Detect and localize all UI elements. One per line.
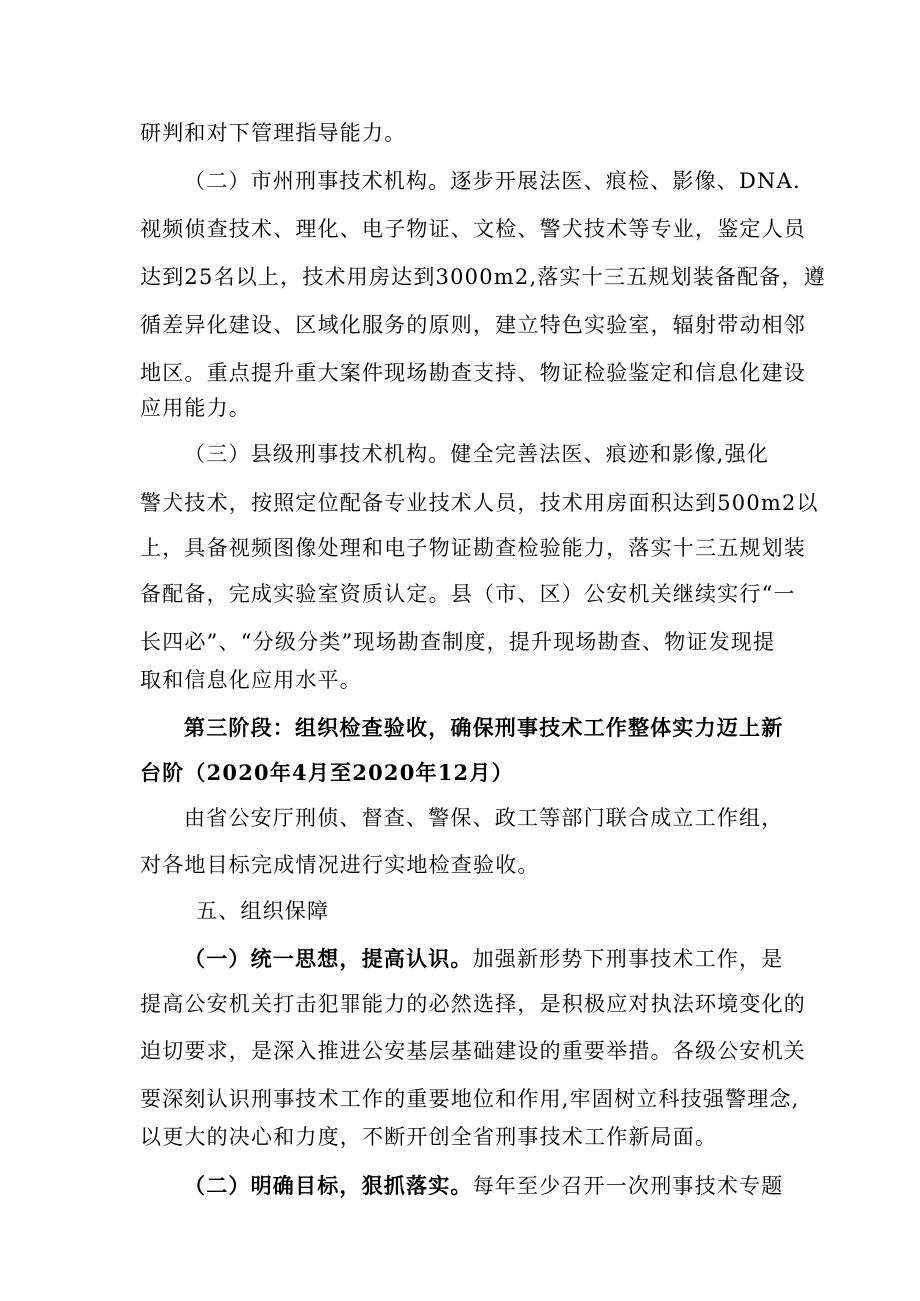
- text-line: 备配备，完成实验室资质认定。县（市、区）公安机关继续实行“一: [140, 582, 796, 606]
- text-line: 上，具备视频图像处理和电子物证勘查检验能力，落实十三五规划装: [140, 536, 806, 560]
- section-heading: 台阶（2020年4月至2020年12月）: [140, 760, 514, 785]
- text-line: 长四必”、“分级分类”现场勘查制度，提升现场勘查、物证发现提: [140, 630, 776, 654]
- text-line: 迫切要求，是深入推进公安基层基础建设的重要举措。各级公安机关: [140, 1039, 806, 1063]
- bold-lead: （二）明确目标，狠抓落实。: [184, 1173, 473, 1198]
- text-line: 研判和对下管理指导能力。: [140, 121, 407, 145]
- text-line: 对各地目标完成情况进行实地检查验收。: [140, 853, 540, 877]
- text-line: 应用能力。: [140, 396, 251, 420]
- text-line: （二）市州刑事技术机构。逐步开展法医、痕检、影像、DNA.: [184, 169, 801, 193]
- text-line: [184, 1163, 783, 1209]
- text-span: 加强新形势下刑事技术工作，是: [472, 947, 784, 971]
- section-heading: 五、组织保障: [196, 899, 330, 923]
- text-span: 每年至少召开一次刑事技术专题: [472, 1174, 784, 1198]
- text-line: （三）县级刑事技术机构。健全完善法医、痕迹和影像,强化: [184, 442, 770, 466]
- bold-lead: （一）统一思想，提高认识。: [184, 946, 473, 971]
- text-line: 取和信息化应用水平。: [140, 668, 362, 692]
- text-line: 提高公安机关打击犯罪能力的必然选择，是积极应对执法环境变化的: [140, 992, 806, 1016]
- text-line: 循差异化建设、区域化服务的原则，建立特色实验室，辐射带动相邻: [140, 313, 806, 337]
- text-line: 以更大的决心和力度，不断开创全省刑事技术工作新局面。: [140, 1125, 718, 1149]
- text-line: 达到25名以上，技术用房达到3000m2,落实十三五规划装备配备，遵: [140, 265, 826, 289]
- text-line: 要深刻认识刑事技术工作的重要地位和作用,牢固树立科技强警理念,: [140, 1087, 800, 1111]
- text-line: 地区。重点提升重大案件现场勘查支持、物证检验鉴定和信息化建设: [140, 361, 806, 385]
- text-line: 警犬技术，按照定位配备专业技术人员，技术用房面积达到500m2以: [140, 491, 819, 515]
- text-line: 视频侦查技术、理化、电子物证、文检、警犬技术等专业，鉴定人员: [140, 217, 806, 241]
- section-heading: 第三阶段：组织检查验收，确保刑事技术工作整体实力迈上新: [184, 715, 784, 740]
- text-line: [184, 936, 783, 982]
- text-line: 由省公安厅刑侦、督查、警保、政工等部门联合成立工作组，: [184, 806, 784, 830]
